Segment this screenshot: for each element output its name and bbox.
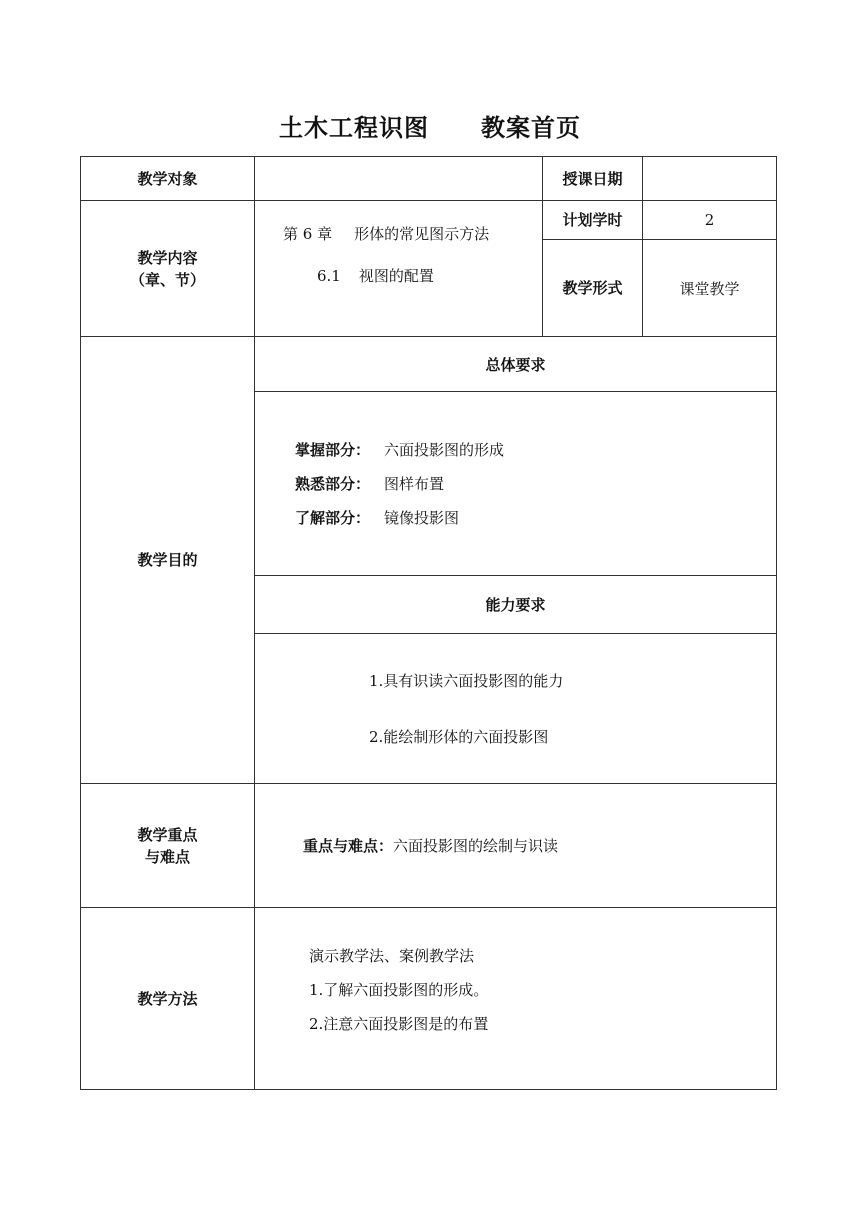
method-line: 2.注意六面投影图是的布置 [309, 1015, 489, 1033]
goal-item-master [295, 433, 776, 467]
goal-item-key: 掌握部分： [295, 440, 371, 459]
overall-requirements-body [255, 392, 777, 576]
goal-item-value: 图样布置 [384, 474, 445, 493]
title-course: 土木工程识图 [279, 114, 429, 142]
ability-requirements-body [255, 634, 777, 784]
section-title: 视图的配置 [358, 267, 434, 285]
label-teaching-form: 教学形式 [543, 240, 643, 337]
label-teaching-content [81, 201, 255, 337]
chapter-line [255, 201, 542, 245]
method-line: 演示教学法、案例教学法 [309, 947, 475, 965]
label-teaching-object: 教学对象 [81, 157, 255, 201]
method-line: 1.了解六面投影图的形成。 [309, 981, 489, 999]
label-lecture-date: 授课日期 [543, 157, 643, 201]
title-doc-type: 教案首页 [481, 114, 581, 142]
ability-requirements-header: 能力要求 [255, 576, 777, 634]
keypoints-value: 六面投影图的绘制与识读 [393, 837, 559, 855]
chapter-title: 形体的常见图示方法 [354, 225, 490, 243]
lesson-plan-table [80, 156, 777, 1090]
value-teaching-form: 课堂教学 [643, 240, 777, 337]
goal-item-key: 熟悉部分： [295, 474, 371, 493]
label-planned-hours: 计划学时 [543, 201, 643, 240]
label-keypoints-line2: 与难点 [144, 847, 190, 866]
label-teaching-goals: 教学目的 [81, 337, 255, 784]
overall-requirements-header: 总体要求 [255, 337, 777, 392]
goal-item-familiar [295, 467, 776, 501]
label-teaching-methods: 教学方法 [81, 908, 255, 1090]
value-planned-hours: 2 [643, 201, 777, 240]
value-teaching-methods [255, 908, 777, 1090]
value-lecture-date [643, 157, 777, 201]
label-key-points [81, 784, 255, 908]
label-keypoints-line1: 教学重点 [137, 825, 198, 844]
value-teaching-content [255, 201, 543, 337]
keypoints-key: 重点与难点： [303, 837, 394, 855]
goal-item-key: 了解部分： [295, 508, 371, 527]
value-key-points [255, 784, 777, 908]
section-number: 6.1 [317, 267, 341, 285]
ability-item: 2.能绘制形体的六面投影图 [369, 727, 549, 746]
chapter-number: 第 6 章 [283, 225, 333, 243]
page-title [0, 108, 860, 143]
label-content-line1: 教学内容 [137, 248, 198, 267]
goal-item-understand [295, 501, 776, 535]
section-line [255, 245, 542, 287]
value-teaching-object [255, 157, 543, 201]
label-content-line2: （章、节） [129, 270, 205, 289]
goal-item-value: 镜像投影图 [384, 508, 460, 527]
goal-item-value: 六面投影图的形成 [384, 440, 505, 459]
ability-item: 1.具有识读六面投影图的能力 [369, 671, 564, 690]
